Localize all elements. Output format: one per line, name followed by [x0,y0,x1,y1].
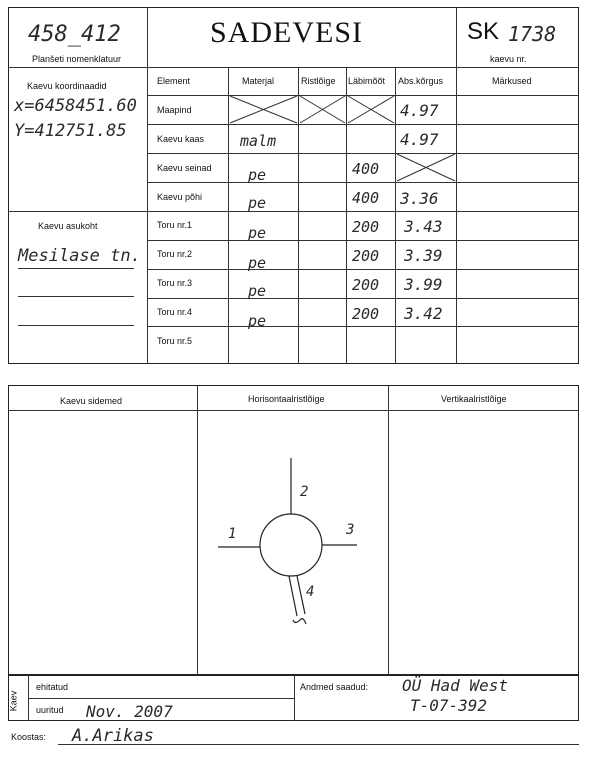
location-label: Kaevu asukoht [38,221,98,231]
data-ref-value: T-07-392 [410,696,488,715]
compiled-line [58,744,579,745]
row-element-label: Toru nr.2 [157,249,193,259]
surveyed-value: Nov. 2007 [86,702,173,721]
material-value: pe [248,166,267,184]
material-value: pe [248,282,267,300]
x-coordinate: x=6458451.60 [14,96,137,116]
built-label: ehitatud [36,682,69,692]
sk-label: kaevu nr. [490,54,527,64]
diameter-value: 200 [352,305,380,323]
pipe-3-label: 3 [346,522,355,538]
header-diameter: Läbimõõt [348,76,386,86]
row-element-label: Toru nr.4 [157,307,193,317]
header-element: Element [157,76,191,86]
footer-row-divider [28,698,294,699]
diameter-value: 200 [352,247,380,265]
header-abs-height: Abs.kõrgus [398,76,444,86]
location-value: Mesilase tn. [18,246,141,266]
footer-divider [294,675,295,721]
abs-height-value: 3.36 [400,189,439,208]
diameter-value: 400 [352,160,380,178]
row-element-label: Toru nr.3 [157,278,193,288]
abs-height-value: 3.43 [404,217,443,236]
y-coordinate: Y=412751.85 [14,121,127,141]
row-element-label: Toru nr.1 [157,220,193,230]
coords-label: Kaevu koordinaadid [27,81,107,91]
row-element-label: Toru nr.5 [157,336,193,346]
diameter-value: 200 [352,218,380,236]
material-value: pe [248,312,267,330]
abs-height-value: 3.99 [404,275,443,294]
header-cross-section: Ristlõige [301,76,336,86]
data-source-value: OÜ Had West [402,676,508,695]
section-ties-label: Kaevu sidemed [60,396,123,406]
material-value: malm [240,132,277,150]
diameter-value: 200 [352,276,380,294]
material-value: pe [248,224,267,242]
surveyed-label: uuritud [36,705,64,715]
row-element-label: Maapind [157,105,192,115]
material-value: pe [248,194,267,212]
row-element-label: Kaevu põhi [157,192,203,202]
material-value: pe [248,254,267,272]
page-title: SADEVESI [210,16,364,49]
header-material: Materjal [242,76,275,86]
compiled-value: A.Arikas [72,726,154,746]
pipe-4-label: 4 [306,584,315,600]
section-vertical-label: Vertikaalristlõige [441,394,507,404]
kaev-label: Kaev [8,690,19,712]
sk-number: 1738 [508,22,557,46]
pipe-2-label: 2 [300,484,309,500]
data-source-label: Andmed saadud: [300,682,369,692]
row-element-label: Kaevu seinad [157,163,212,173]
diameter-value: 400 [352,189,380,207]
nomenclature-label: Planšeti nomenklatuur [32,54,122,64]
section-horizontal-label: Horisontaalristlõige [248,394,325,404]
row-element-label: Kaevu kaas [157,134,205,144]
abs-height-value: 4.97 [400,130,439,149]
pipe-1-label: 1 [228,526,237,542]
compiled-label: Koostas: [11,732,47,742]
header-remarks: Märkused [492,76,532,86]
nomenclature-value: 458_412 [28,22,121,47]
abs-height-value: 4.97 [400,101,439,120]
abs-height-value: 3.39 [404,246,443,265]
sk-prefix: SK [467,18,500,45]
abs-height-value: 3.42 [404,304,443,323]
